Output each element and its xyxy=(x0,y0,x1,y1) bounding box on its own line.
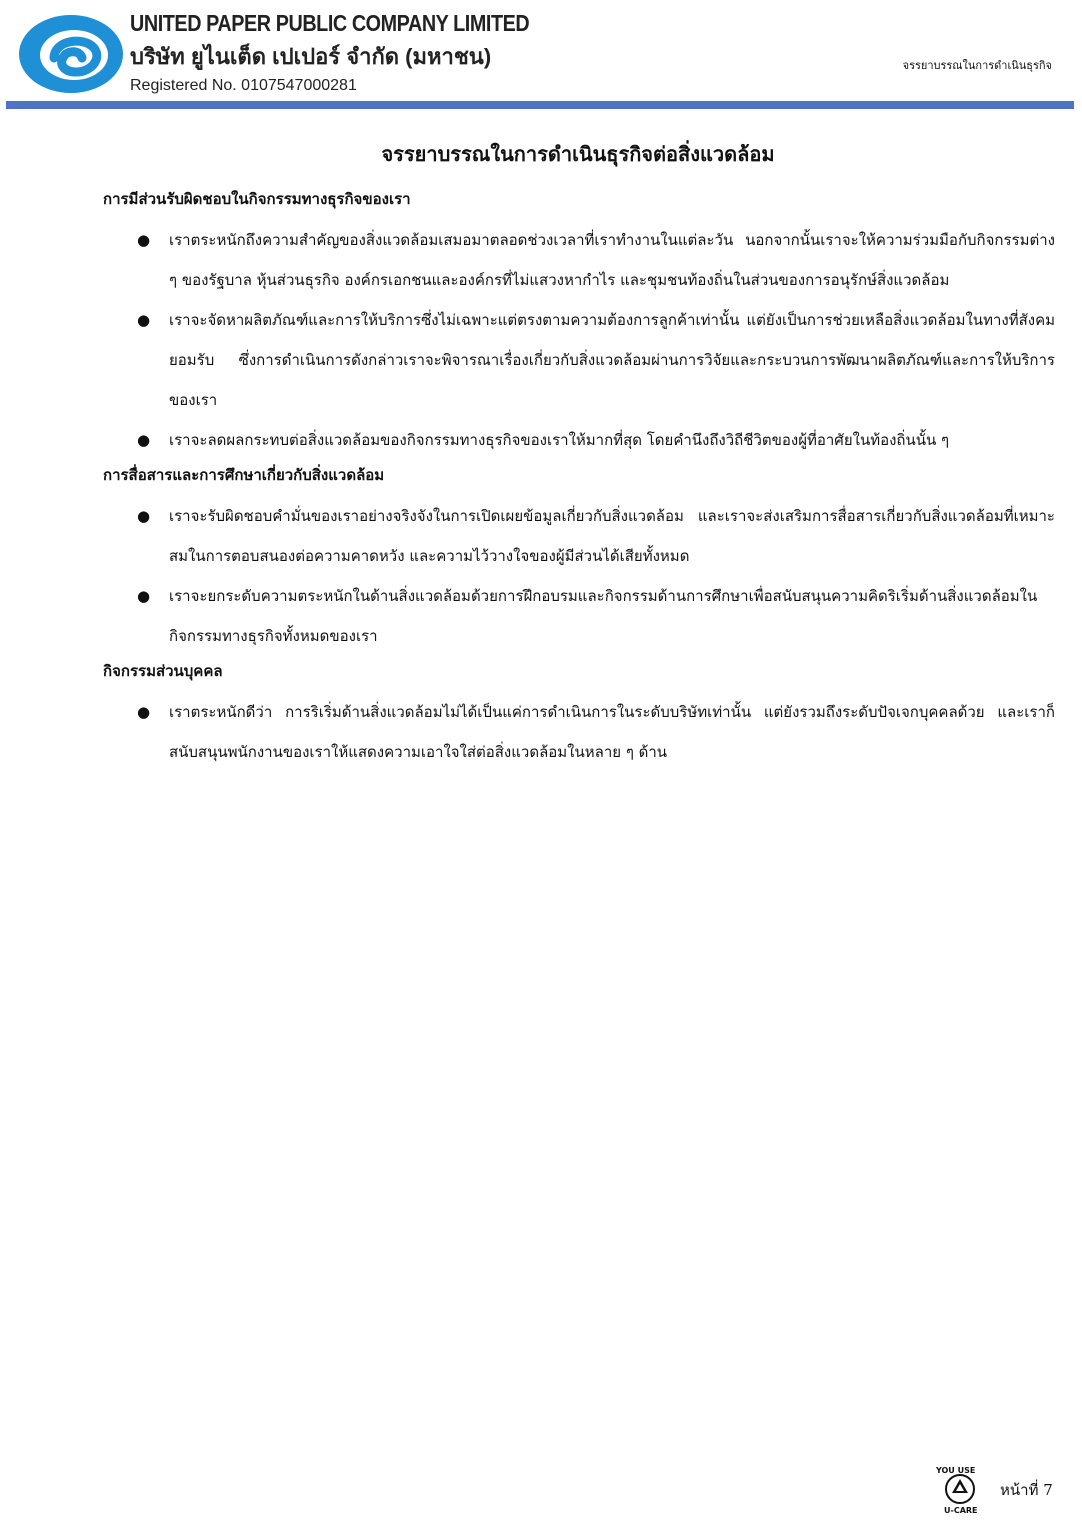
bullet-icon: ● xyxy=(137,507,151,525)
swirl-logo-icon xyxy=(18,14,124,94)
section-heading: การสื่อสารและการศึกษาเกี่ยวกับสิ่งแวดล้อม xyxy=(103,466,385,484)
list-item xyxy=(103,300,1055,420)
list-item xyxy=(103,420,1055,460)
document-label: จรรยาบรรณในการดำเนินธุรกิจ xyxy=(902,59,1052,72)
page-header xyxy=(0,0,1082,112)
section-heading: การมีส่วนรับผิดชอบในกิจกรรมทางธุรกิจของเรา xyxy=(103,190,411,208)
company-name-th: บริษัท ยูไนเต็ด เปเปอร์ จำกัด (มหาชน) xyxy=(130,44,492,69)
bullet-icon: ● xyxy=(137,587,151,605)
recycle-icon xyxy=(934,1462,986,1514)
bullet-icon: ● xyxy=(137,703,151,721)
company-block xyxy=(130,10,594,95)
list-item-text: เราจะยกระดับความตระหนักในด้านสิ่งแวดล้อมด้วยการฝึกอบรมและกิจกรรมด้านการศึกษาเพื่อสนับสนุนความคิดริเริ่มด้านสิ่งแวดล้อมในกิจกรรมทางธุรกิจทั้งหมดของเรา xyxy=(169,587,1038,645)
page-number: หน้าที่ 7 xyxy=(1000,1481,1053,1499)
header-divider xyxy=(6,101,1074,109)
section-personal xyxy=(103,658,1055,772)
document-body xyxy=(103,186,1055,774)
icon-text-bottom: U-CARE xyxy=(944,1506,978,1514)
list-item xyxy=(103,692,1055,772)
page-title: จรรยาบรรณในการดำเนินธุรกิจต่อสิ่งแวดล้อม xyxy=(381,142,775,166)
list-item-text: เราจะรับผิดชอบคำมั่นของเราอย่างจริงจังในการเปิดเผยข้อมูลเกี่ยวกับสิ่งแวดล้อม และเราจะส่งเสริมการสื่อสารเกี่ยวกับสิ่งแวดล้อมที่เหมาะสมในการตอบสนองต่อความคาดหวัง และความไว้วางใจของผู้มีส่วนได้เสียทั้งหมด xyxy=(169,507,1055,565)
list-item xyxy=(103,576,1055,656)
company-name-en: UNITED PAPER PUBLIC COMPANY LIMITED xyxy=(130,10,530,36)
icon-text-top: YOU USE xyxy=(936,1466,976,1475)
list-item-text: เราจะจัดหาผลิตภัณฑ์และการให้บริการซึ่งไม่เฉพาะแต่ตรงตามความต้องการลูกค้าเท่านั้น แต่ยังเป็นการช่วยเหลือสิ่งแวดล้อมในทางที่สังคมยอมรับ ซึ่งการดำเนินการดังกล่าวเราจะพิจารณาเรื่องเกี่ยวกับสิ่งแวดล้อมผ่านการวิจัยและกระบวนการพัฒนาผลิตภัณฑ์และการให้บริการของเรา xyxy=(169,311,1055,409)
list-item xyxy=(103,220,1055,300)
list-item-text: เราจะลดผลกระทบต่อสิ่งแวดล้อมของกิจกรรมทางธุรกิจของเราให้มากที่สุด โดยคำนึงถึงวิถีชีวิตของผู้ที่อาศัยในท้องถิ่นนั้น ๆ xyxy=(169,431,950,449)
section-responsibility xyxy=(103,186,1055,460)
bullet-icon: ● xyxy=(137,231,151,249)
section-heading: กิจกรรมส่วนบุคคล xyxy=(103,662,223,680)
bullet-icon: ● xyxy=(137,431,151,449)
section-communication xyxy=(103,462,1055,656)
list-item-text: เราตระหนักถึงความสำคัญของสิ่งแวดล้อมเสมอมาตลอดช่วงเวลาที่เราทำงานในแต่ละวัน นอกจากนั้นเราจะให้ความร่วมมือกับกิจกรรมต่าง ๆ ของรัฐบาล หุ้นส่วนธุรกิจ องค์กรเอกชนและองค์กรที่ไม่แสวงหากำไร และชุมชนท้องถิ่นในส่วนของการอนุรักษ์สิ่งแวดล้อม xyxy=(169,231,1055,289)
list-item xyxy=(103,496,1055,576)
bullet-icon: ● xyxy=(137,311,151,329)
list-item-text: เราตระหนักดีว่า การริเริ่มด้านสิ่งแวดล้อมไม่ได้เป็นแค่การดำเนินการในระดับบริษัทเท่านั้น แต่ยังรวมถึงระดับปัจเจกบุคคลด้วย และเราก็สนับสนุนพนักงานของเราให้แสดงความเอาใจใส่ต่อสิ่งแวดล้อมในหลาย ๆ ด้าน xyxy=(169,703,1055,761)
registration-number: Registered No. 0107547000281 xyxy=(130,77,357,94)
